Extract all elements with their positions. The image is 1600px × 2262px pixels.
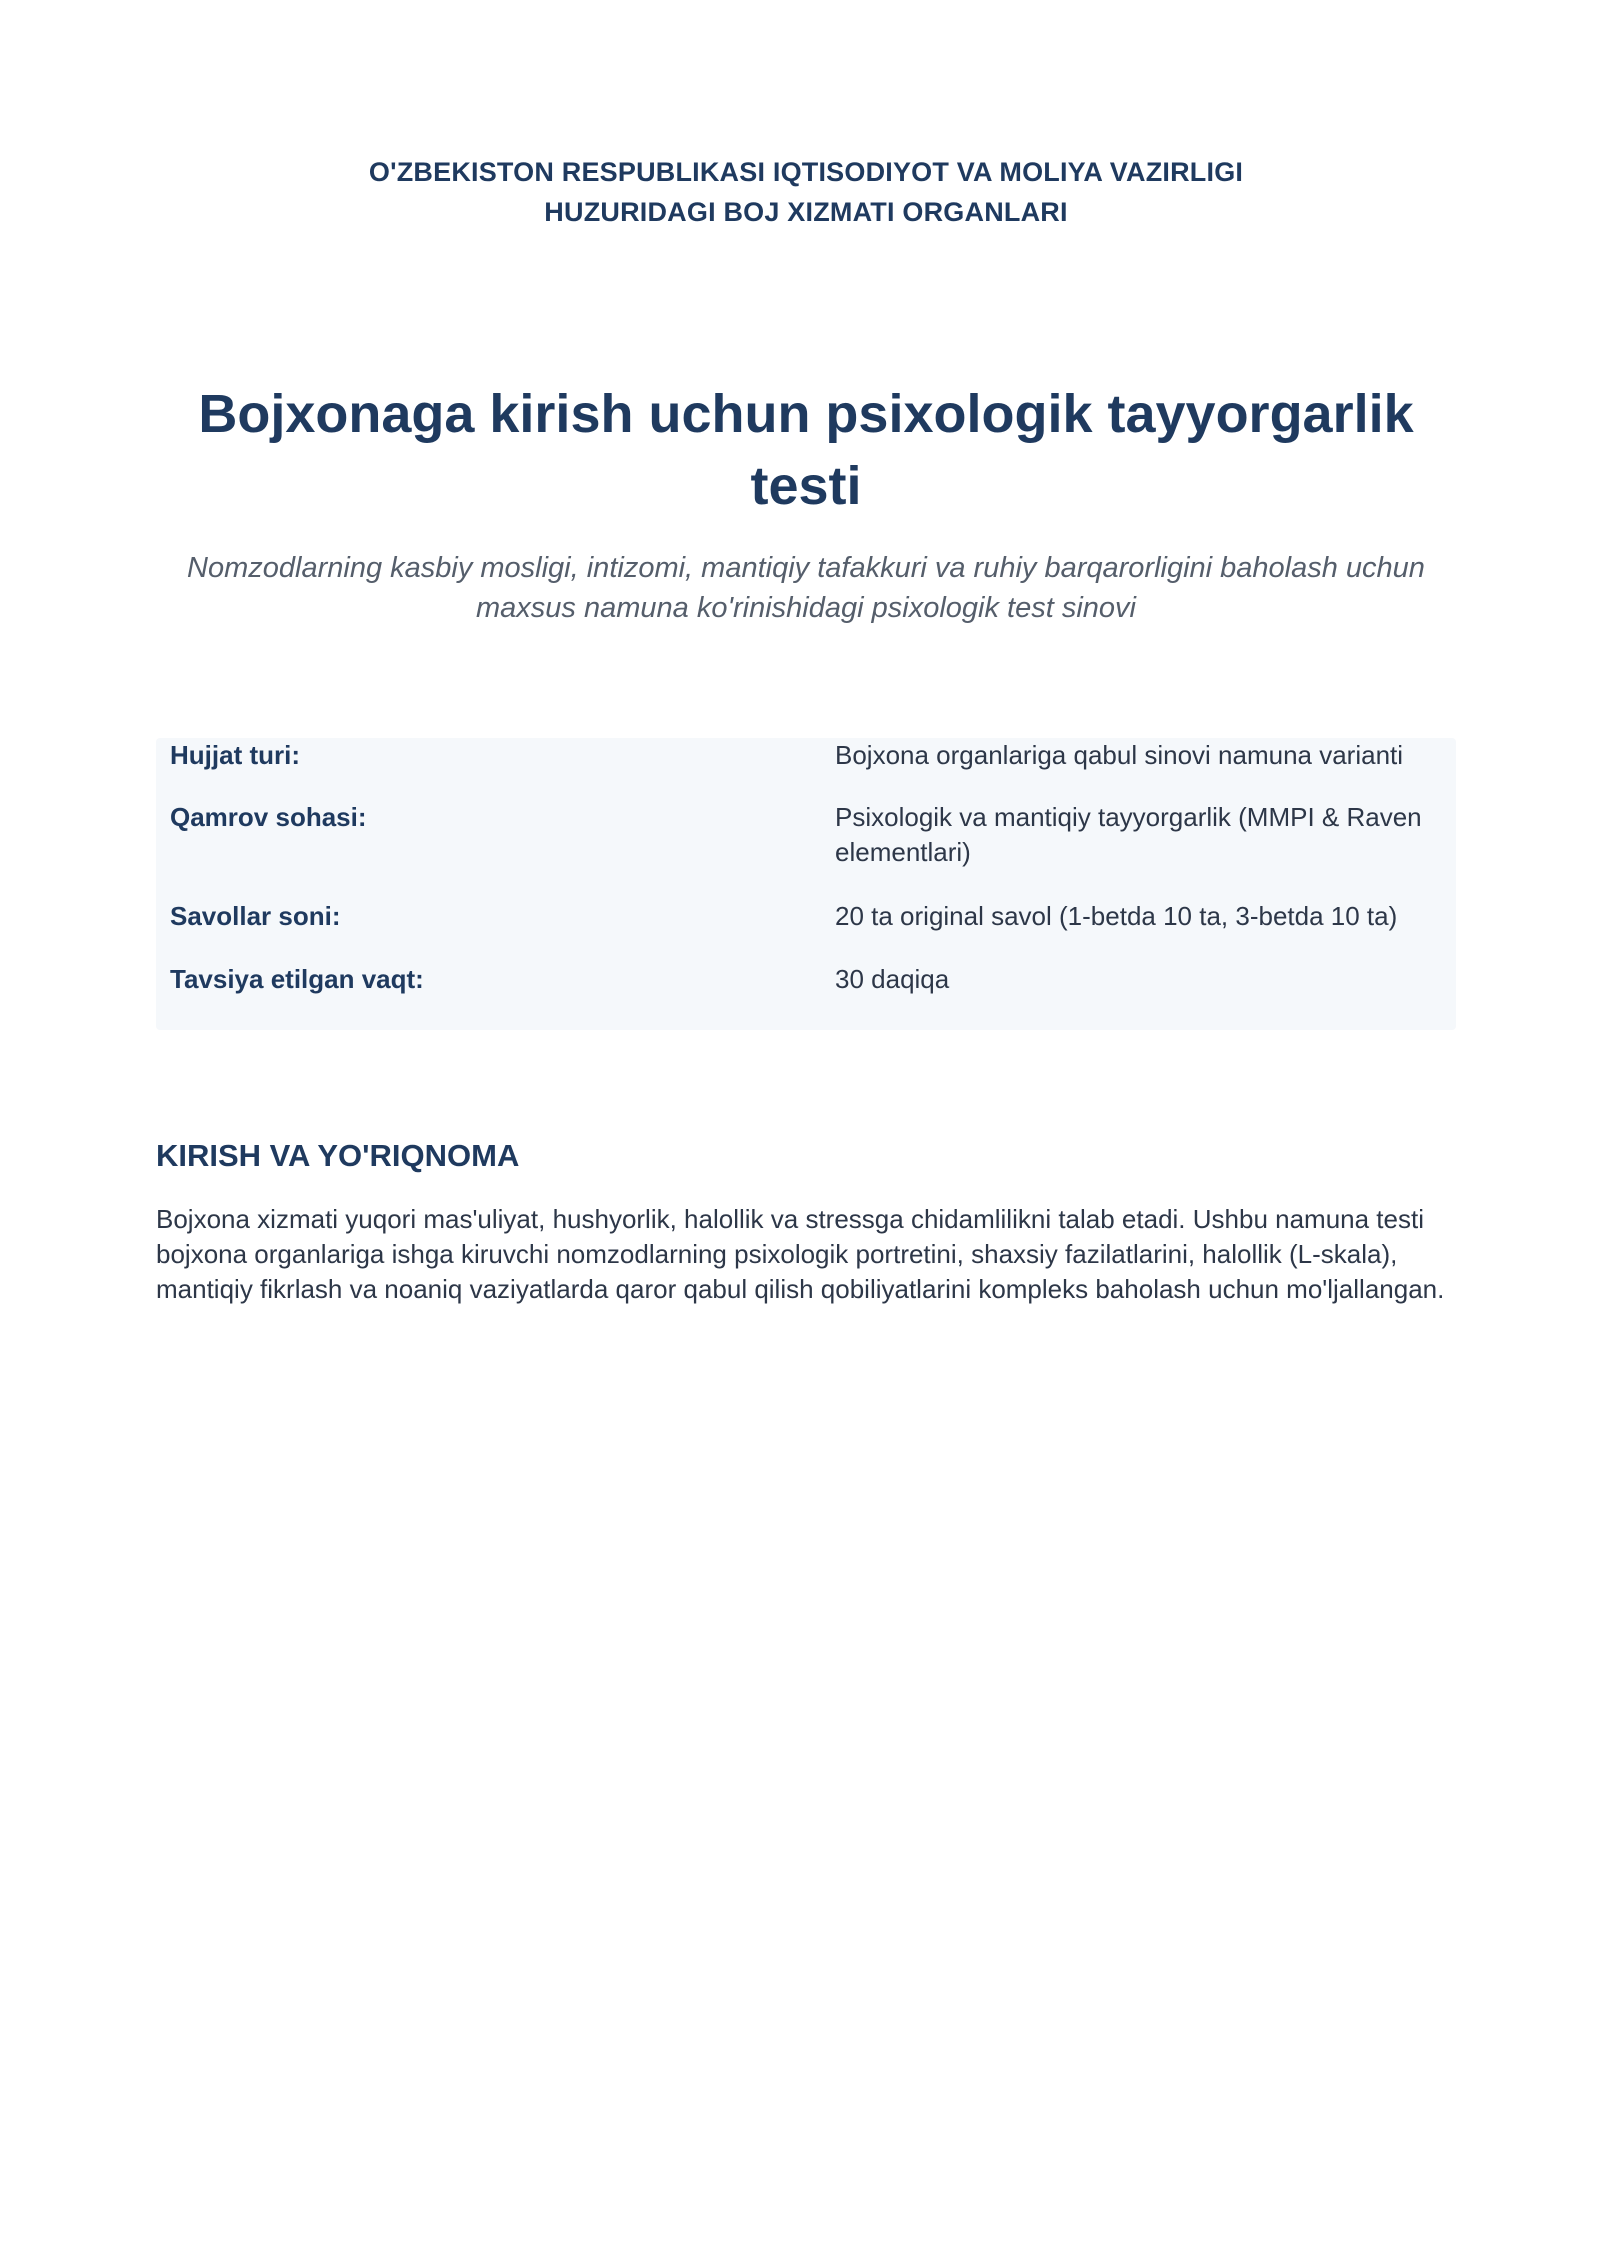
section-heading: KIRISH VA YO'RIQNOMA <box>156 1138 520 1173</box>
info-value: Psixologik va mantiqiy tayyorgarlik (MMPI & Raven elementlari) <box>835 802 1422 867</box>
info-value: Bojxona organlariga qabul sinovi namuna varianti <box>835 740 1404 770</box>
document-title: Bojxonaga kirish uchun psixologik tayyorgarlik testi <box>198 384 1414 516</box>
info-label: Tavsiya etilgan vaqt: <box>170 964 424 994</box>
organization-line-1: O'ZBEKISTON RESPUBLIKASI IQTISODIYOT VA MOLIYA VAZIRLIGI <box>368 157 1244 187</box>
organization-line-2: HUZURIDAGI BOJ XIZMATI ORGANLARI <box>544 197 1068 227</box>
section-body: Bojxona xizmati yuqori mas'uliyat, hushyorlik, halollik va stressga chidamlilikni talab etadi. Ushbu namuna testi bojxona organlariga ishga kiruvchi nomzodlarning psixologik portretini, shaxsiy fazilatlarini, halollik (L-skala), mantiqiy fikrlash va noaniq vaziyatlarda qaror qabul qilish qobiliyatlarini kompleks baholash uchun mo'ljallangan. <box>156 1204 1445 1304</box>
info-label: Savollar soni: <box>170 901 341 931</box>
info-label: Qamrov sohasi: <box>170 802 367 832</box>
organization-header <box>156 152 1456 232</box>
info-value: 30 daqiqa <box>835 964 950 994</box>
info-label: Hujjat turi: <box>170 740 300 770</box>
document-info-box <box>156 738 1456 1030</box>
document-subtitle: Nomzodlarning kasbiy mosligi, intizomi, mantiqiy tafakkuri va ruhiy barqarorligini baholash uchun maxsus namuna ko'rinishidagi psixologik test sinovi <box>187 552 1425 624</box>
info-value: 20 ta original savol (1-betda 10 ta, 3-betda 10 ta) <box>835 901 1398 931</box>
